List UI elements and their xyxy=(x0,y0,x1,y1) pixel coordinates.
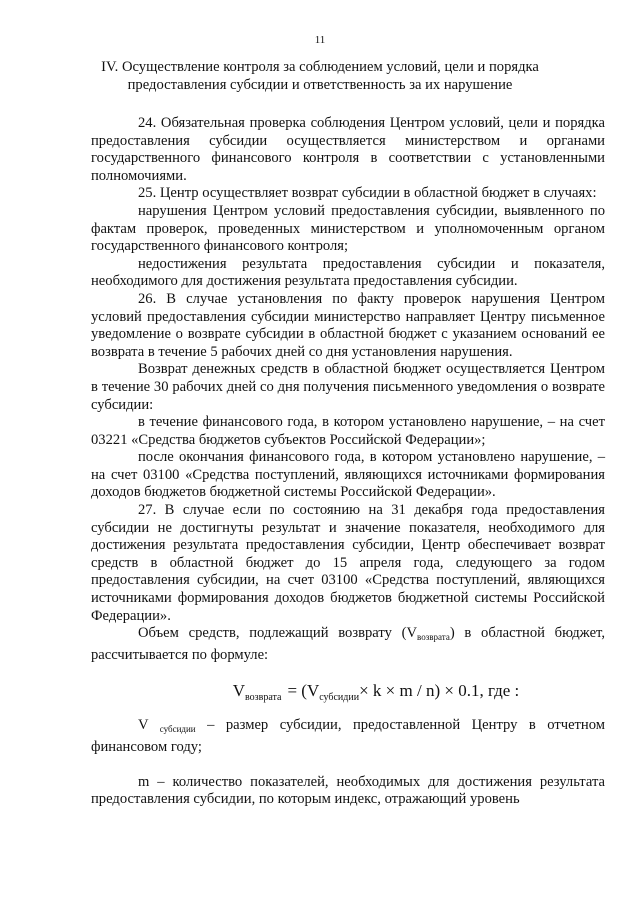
document-body xyxy=(91,115,605,809)
formula-subsidy-subscript: субсидии xyxy=(319,692,360,704)
paragraph-26-account-03221: в течение финансового года, в котором установлено нарушение, – на счет 03221 «Средства бюджетов субъектов Российской Федерации»; xyxy=(91,414,605,448)
refund-formula xyxy=(91,678,605,711)
section-heading-line-1: IV. Осуществление контроля за соблюдением условий, цели и порядка xyxy=(101,59,539,75)
paragraph-25: 25. Центр осуществляет возврат субсидии в областной бюджет в случаях: xyxy=(138,185,597,202)
volume-text-before: Объем средств, подлежащий возврату (V xyxy=(138,625,418,642)
definition-v-subsidy xyxy=(91,717,605,756)
paragraph-27-volume xyxy=(91,625,605,664)
paragraph-26-account-03100: после окончания финансового года, в котором установлено нарушение, – на счет 03100 «Средства поступлений, являющихся источниками формирования доходов бюджетов бюджетной системы Российской Федерации». xyxy=(91,449,605,501)
definition-v-symbol: V xyxy=(138,717,149,734)
paragraph-25-case-2: недостижения результата предоставления субсидии и показателя, необходимого для достижения результата предоставления субсидии. xyxy=(91,255,605,290)
paragraph-27: 27. В случае если по состоянию на 31 декабря года предоставления субсидии не достигнуты результат и значение показателя, необходимого для достижения результата предоставления субсидии, Центр обеспечивает возврат средств в областной бюджет до 15 апреля года, следующего за годом предоставления субсидии, на счет 03100 «Средства поступлений, являющихся источниками формирования доходов бюджетов бюджетной системы Российской Федерации». xyxy=(91,502,605,624)
formula-equals: = (V xyxy=(287,681,320,701)
definition-v-subscript: субсидии xyxy=(159,724,196,735)
section-heading-line-2: предоставления субсидии и ответственность за их нарушение xyxy=(127,77,513,93)
formula-v-subscript: возврата xyxy=(245,692,282,704)
paragraph-26-refund: Возврат денежных средств в областной бюджет осуществляется Центром в течение 30 рабочих дней со дня получения письменного уведомления о возврате субсидии: xyxy=(91,361,605,413)
volume-subscript: возврата xyxy=(417,632,450,643)
paragraph-26: 26. В случае установления по факту проверок нарушения Центром условий предоставления субсидии министерство направляет Центру письменное уведомление о возврате субсидии в областной бюджет с указанием оснований ее возврата в течение 5 рабочих дней со дня установления нарушения. xyxy=(91,290,605,360)
definition-v-text: – размер субсидии, предоставленной Центру в отчетном финансовом году; xyxy=(91,717,605,755)
paragraph-25-case-1: нарушения Центром условий предоставления субсидии, выявленного по фактам проверок, проведенных министерством и уполномоченным органом государственного финансового контроля; xyxy=(91,202,605,255)
volume-text-after: ) в областной бюджет, рассчитывается по формуле: xyxy=(91,625,605,663)
definition-m: m – количество показателей, необходимых для достижения результата предоставления субсидии, по которым индекс, отражающий уровень xyxy=(91,773,605,808)
section-heading xyxy=(100,58,540,94)
formula-v: V xyxy=(232,681,246,701)
page-number: 11 xyxy=(314,34,326,46)
formula-rest: × k × m / n) × 0.1, где : xyxy=(359,681,520,701)
paragraph-24: 24. Обязательная проверка соблюдения Центром условий, цели и порядка предоставления субсидии осуществляется министерством и органами государственного финансового контроля в соответствии с установленными полномочиями. xyxy=(91,115,605,184)
